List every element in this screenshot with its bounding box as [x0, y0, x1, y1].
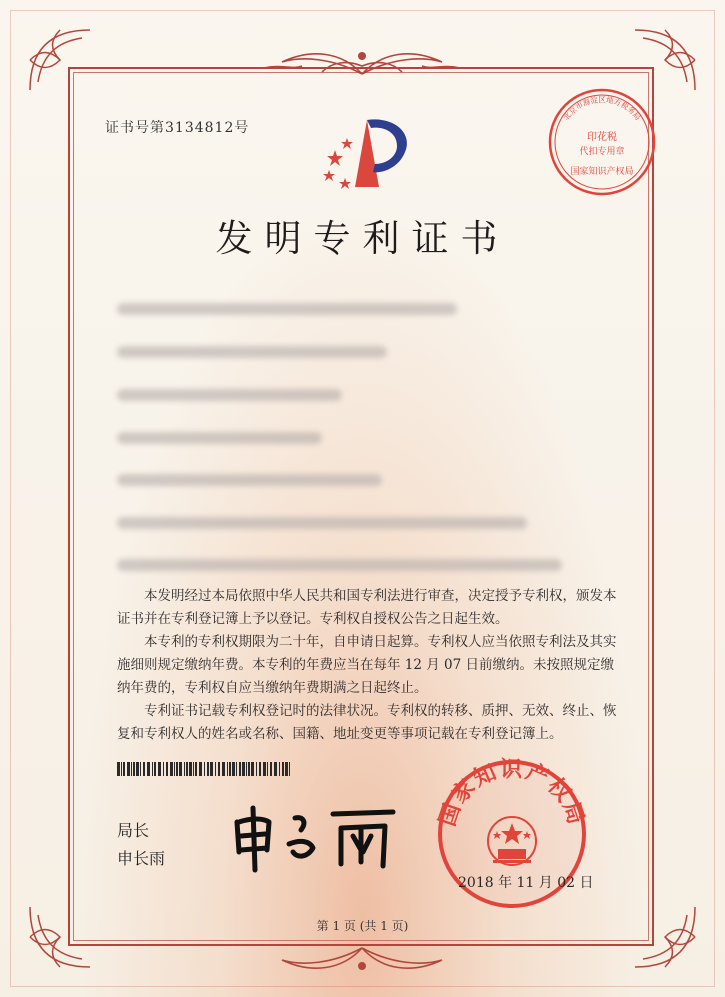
redacted-field — [117, 432, 322, 444]
barcode-bar — [285, 762, 288, 776]
barcode-bar — [123, 762, 125, 776]
barcode-bar — [163, 762, 164, 776]
barcode-bar — [227, 762, 228, 776]
barcode-bar — [267, 762, 268, 776]
redacted-field — [117, 346, 387, 358]
barcode-bar — [251, 762, 254, 776]
corner-ornament-bottom-right — [625, 897, 705, 977]
barcode-bar — [282, 762, 284, 776]
certificate-title: 发明专利证书 — [215, 217, 510, 260]
certificate-body — [117, 585, 627, 746]
barcode-bar — [189, 762, 192, 776]
seal-text: 国家知识产权局 — [435, 757, 589, 830]
svg-text:代扣专用章: 代扣专用章 — [579, 147, 625, 157]
barcode-bar — [210, 762, 213, 776]
barcode-bar — [259, 762, 261, 776]
body-paragraph: 专利证书记载专利权登记时的法律状况。专利权的转移、质押、无效、终止、恢复和专利权人的姓名或名称、国籍、地址变更等事项记载在专利登记簿上。 — [117, 703, 617, 742]
barcode-bar — [186, 762, 188, 776]
barcode-bar — [158, 762, 161, 776]
barcode — [117, 762, 293, 776]
barcode-bar — [248, 762, 250, 776]
redacted-field — [117, 559, 562, 571]
barcode-bar — [246, 762, 247, 776]
barcode-bar — [279, 762, 280, 776]
redacted-field — [117, 389, 342, 401]
barcode-bar — [256, 762, 257, 776]
certificate-number-prefix: 证书号第 — [105, 120, 165, 136]
bottom-ornament — [262, 944, 462, 978]
certificate-number-value: 3134812 — [165, 120, 235, 136]
barcode-bar — [222, 762, 225, 776]
barcode-bar — [263, 762, 266, 776]
svg-text:北京市海淀区地方税务局: 北京市海淀区地方税务局 — [561, 95, 643, 122]
barcode-bar — [166, 762, 168, 776]
svg-text:国家知识产权局: 国家知识产权局 — [570, 167, 634, 177]
corner-ornament-top-left — [20, 20, 100, 100]
certificate-number-suffix: 号 — [234, 120, 250, 136]
barcode-bar — [289, 762, 290, 776]
patent-office-logo — [315, 112, 415, 202]
barcode-bar — [170, 762, 173, 776]
official-name: 申长雨 — [117, 849, 166, 868]
barcode-bar — [236, 762, 237, 776]
body-paragraph: 本专利的专利权期限为二十年，自申请日起算。专利权人应当依照专利法及其实施细则规定缴纳年费。本专利的年费应当在每年 12 月 07 日前缴纳。未按照规定缴纳年费的，专利权自应当缴纳年费期满之日起终止。 — [117, 634, 617, 696]
barcode-bar — [152, 762, 153, 776]
official-title: 局长 — [117, 821, 150, 840]
page-number: 第 1 页 (共 1 页) — [316, 919, 409, 933]
barcode-bar — [121, 762, 122, 776]
tax-stamp-seal — [542, 82, 662, 202]
barcode-bar — [117, 762, 120, 776]
barcode-bar — [147, 762, 150, 776]
barcode-bar — [232, 762, 235, 776]
barcode-bar — [195, 762, 197, 776]
body-paragraph: 本发明经过本局依照中华人民共和国专利法进行审查，决定授予专利权，颁发本证书并在专利登记簿上予以登记。专利权自授权公告之日起生效。 — [117, 588, 617, 627]
barcode-bar — [154, 762, 156, 776]
barcode-bar — [131, 762, 132, 776]
corner-ornament-bottom-left — [20, 897, 100, 977]
signature — [225, 800, 400, 875]
barcode-bar — [239, 762, 241, 776]
redacted-field — [117, 474, 382, 486]
barcode-bar — [193, 762, 194, 776]
barcode-bar — [136, 762, 139, 776]
barcode-bar — [229, 762, 231, 776]
barcode-bar — [270, 762, 272, 776]
barcode-bar — [133, 762, 135, 776]
top-ornament — [262, 44, 462, 78]
certificate-number — [105, 117, 249, 137]
barcode-bar — [143, 762, 145, 776]
barcode-bar — [176, 762, 178, 776]
barcode-bar — [179, 762, 182, 776]
barcode-bar — [204, 762, 205, 776]
redacted-field — [117, 517, 527, 529]
issue-date: 2018 年 11 月 02 日 — [458, 875, 594, 891]
barcode-bar — [184, 762, 185, 776]
barcode-bar — [140, 762, 141, 776]
barcode-bar — [218, 762, 220, 776]
barcode-bar — [242, 762, 245, 776]
redacted-field — [117, 303, 457, 315]
barcode-bar — [274, 762, 277, 776]
barcode-bar — [207, 762, 209, 776]
barcode-bar — [215, 762, 216, 776]
barcode-bar — [174, 762, 175, 776]
svg-text:印花税: 印花税 — [587, 132, 617, 143]
barcode-bar — [127, 762, 130, 776]
barcode-bar — [199, 762, 202, 776]
